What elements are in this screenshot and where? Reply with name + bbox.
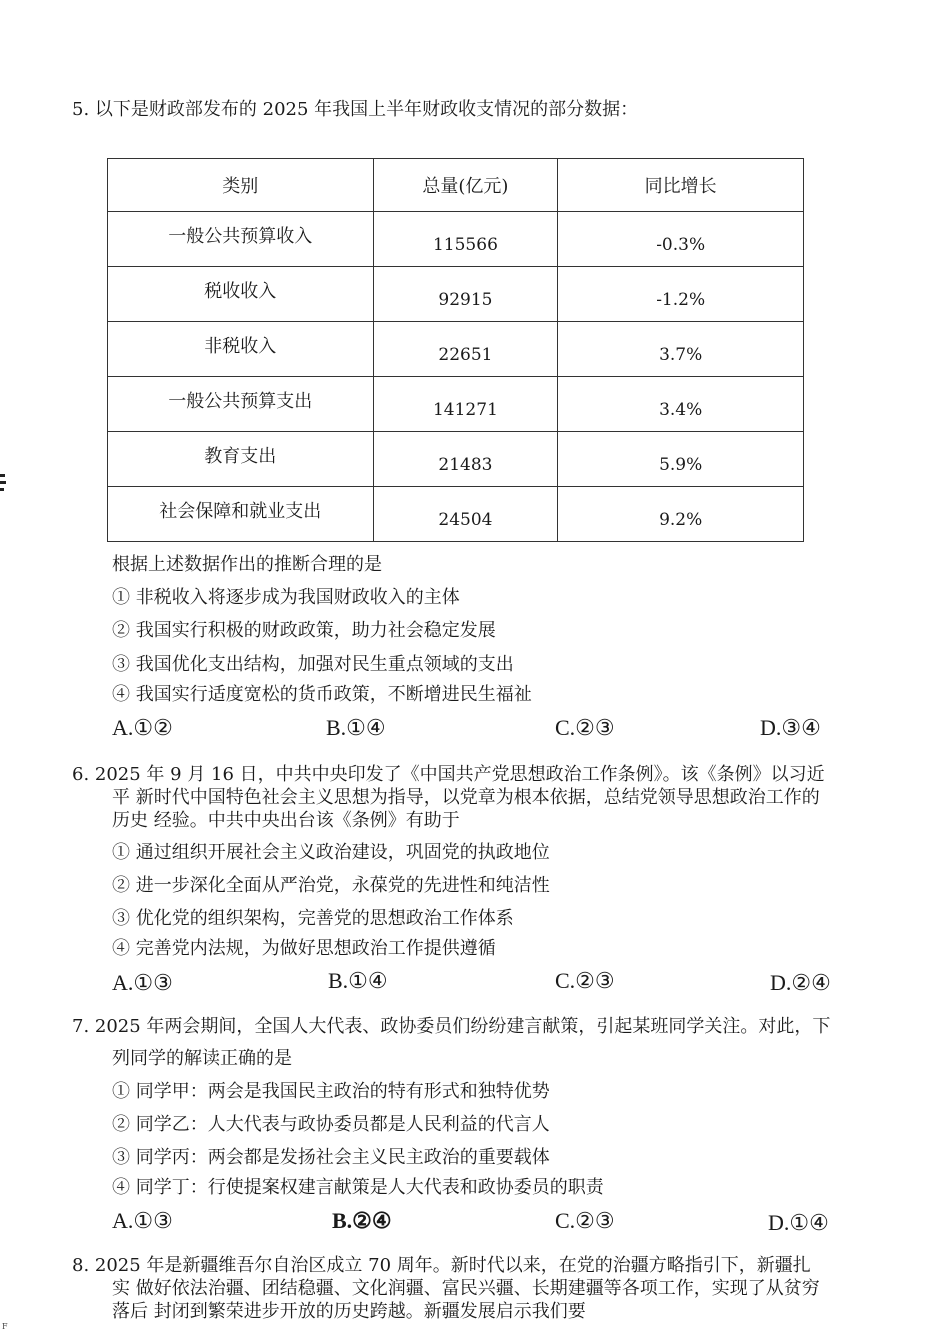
row-category: 非税收入 — [204, 336, 277, 357]
fiscal-data-table — [107, 158, 804, 542]
q7-stem-line-2: 列同学的解读正确的是 — [112, 1048, 292, 1069]
row-amount: 24504 — [438, 509, 493, 530]
table-header-row — [108, 159, 804, 212]
row-growth: 9.2% — [659, 509, 703, 530]
q6-option-3: ③ 优化党的组织架构，完善党的思想政治工作体系 — [112, 908, 514, 929]
table-row — [108, 432, 804, 487]
q7-option-3: ③ 同学丙：两会都是发扬社会主义民主政治的重要载体 — [112, 1147, 550, 1168]
q5-stem: 5. 以下是财政部发布的 2025 年我国上半年财政收支情况的部分数据： — [72, 99, 639, 120]
q5-choice-a[interactable]: A.①② — [112, 715, 173, 740]
row-growth: -0.3% — [656, 234, 706, 255]
table-header-growth: 同比增长 — [558, 159, 804, 212]
table-row — [108, 487, 804, 542]
row-amount: 22651 — [438, 344, 493, 365]
q7-option-1: ① 同学甲：两会是我国民主政治的特有形式和独特优势 — [112, 1081, 550, 1102]
q8-stem-line-2: 实 做好依法治疆、团结稳疆、文化润疆、富民兴疆、长期建疆等各项工作，实现了从贫穷 — [112, 1278, 820, 1299]
q7-choice-a[interactable]: A.①③ — [112, 1208, 173, 1233]
q5-choice-d[interactable]: D.③④ — [760, 715, 821, 740]
q5-option-1: ① 非税收入将逐步成为我国财政收入的主体 — [112, 587, 460, 608]
table-header-category: 类别 — [108, 159, 374, 212]
binding-margin-mark — [0, 472, 6, 494]
row-growth: 3.4% — [659, 399, 703, 420]
q6-choice-a[interactable]: A.①③ — [112, 970, 173, 995]
q5-choice-b[interactable]: B.①④ — [326, 715, 386, 740]
q8-stem-line-1: 8. 2025 年是新疆维吾尔自治区成立 70 周年。新时代以来，在党的治疆方略指引下，新疆扎 — [72, 1255, 811, 1276]
row-category: 一般公共预算收入 — [168, 226, 313, 247]
table-row — [108, 322, 804, 377]
corner-mark: F — [2, 1322, 8, 1331]
row-category: 一般公共预算支出 — [168, 391, 313, 412]
q6-choice-c[interactable]: C.②③ — [555, 968, 615, 993]
q5-choice-c[interactable]: C.②③ — [555, 715, 615, 740]
q5-option-2: ② 我国实行积极的财政政策，助力社会稳定发展 — [112, 620, 496, 641]
table-row — [108, 267, 804, 322]
q6-stem-line-2: 平 新时代中国特色社会主义思想为指导，以党章为根本依据，总结党领导思想政治工作的 — [112, 787, 820, 808]
q6-stem-line-1: 6. 2025 年 9 月 16 日，中共中央印发了《中国共产党思想政治工作条例》。该《条例》以习近 — [72, 764, 825, 785]
q7-option-4: ④ 同学丁：行使提案权建言献策是人大代表和政协委员的职责 — [112, 1177, 604, 1198]
row-amount: 21483 — [438, 454, 493, 475]
q5-prompt: 根据上述数据作出的推断合理的是 — [112, 554, 382, 575]
q5-option-4: ④ 我国实行适度宽松的货币政策，不断增进民生福祉 — [112, 684, 532, 705]
table-header-amount: 总量(亿元) — [373, 159, 558, 212]
q5-option-3: ③ 我国优化支出结构，加强对民生重点领域的支出 — [112, 654, 514, 675]
row-amount: 141271 — [432, 399, 498, 420]
q6-option-4: ④ 完善党内法规，为做好思想政治工作提供遵循 — [112, 938, 496, 959]
q6-option-2: ② 进一步深化全面从严治党，永葆党的先进性和纯洁性 — [112, 875, 550, 896]
row-amount: 92915 — [438, 289, 493, 310]
row-category: 税收收入 — [204, 281, 277, 302]
q6-choice-d[interactable]: D.②④ — [770, 970, 831, 995]
row-category: 教育支出 — [204, 446, 277, 467]
row-growth: -1.2% — [656, 289, 706, 310]
row-category: 社会保障和就业支出 — [159, 501, 322, 522]
q6-choice-b[interactable]: B.①④ — [328, 968, 388, 993]
table-row — [108, 212, 804, 267]
q7-choice-c[interactable]: C.②③ — [555, 1208, 615, 1233]
q7-choice-d[interactable]: D.①④ — [768, 1210, 829, 1235]
q8-stem-line-3: 落后 封闭到繁荣进步开放的历史跨越。新疆发展启示我们要 — [112, 1301, 586, 1322]
q7-stem-line-1: 7. 2025 年两会期间，全国人大代表、政协委员们纷纷建言献策，引起某班同学关注。对此，下 — [72, 1016, 831, 1037]
q7-option-2: ② 同学乙：人大代表与政协委员都是人民利益的代言人 — [112, 1114, 550, 1135]
q6-stem-line-3: 历史 经验。中共中央出台该《条例》有助于 — [112, 810, 460, 831]
row-growth: 5.9% — [659, 454, 703, 475]
q6-option-1: ① 通过组织开展社会主义政治建设，巩固党的执政地位 — [112, 842, 550, 863]
row-amount: 115566 — [432, 234, 498, 255]
row-growth: 3.7% — [659, 344, 703, 365]
table-row — [108, 377, 804, 432]
q7-choice-b[interactable]: B.②④ — [332, 1208, 392, 1233]
